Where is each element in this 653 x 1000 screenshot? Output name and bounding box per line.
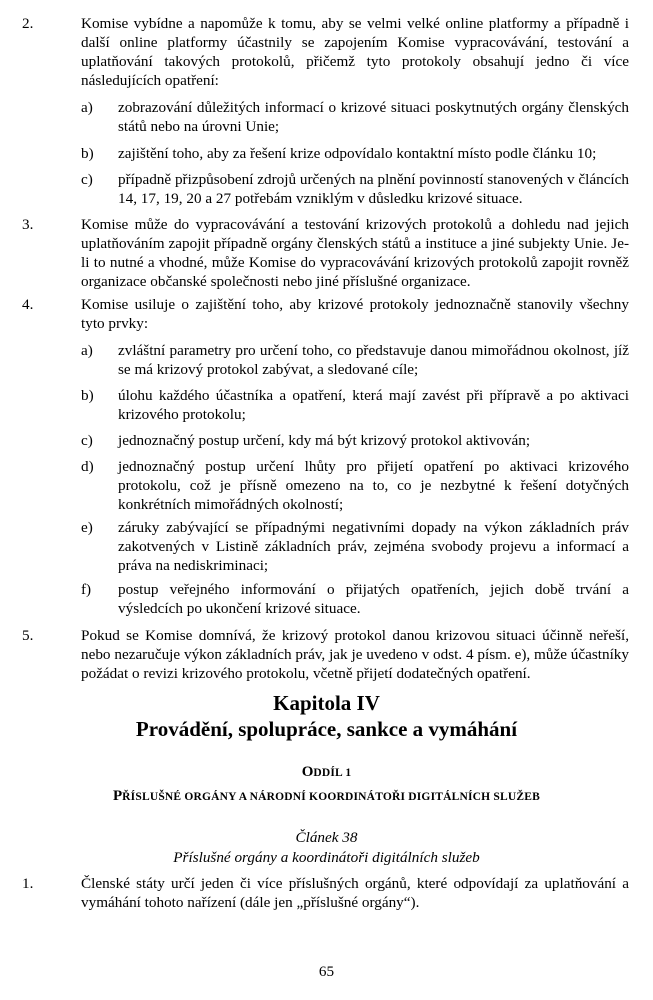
list-item-letter: e) (81, 519, 93, 536)
paragraph-3 (22, 215, 629, 291)
list-item-letter: b) (81, 145, 94, 162)
paragraph-number: 1. (22, 875, 34, 892)
list-item (81, 170, 629, 208)
chapter-subtitle: Provádění, spolupráce, sankce a vymáhání (135, 717, 518, 741)
article-paragraph-1 (22, 874, 629, 912)
section-subtitle-rest: ŘÍSLUŠNÉ ORGÁNY A NÁRODNÍ KOORDINÁTOŘI DIGITÁLNÍCH SLUŽEB (122, 791, 540, 803)
paragraph-number: 3. (22, 216, 34, 233)
paragraph-number: 2. (22, 15, 34, 32)
section-title (0, 760, 653, 784)
list-item-letter: c) (81, 171, 93, 188)
list-item-letter: b) (81, 387, 94, 404)
list-item-letter: c) (81, 432, 93, 449)
paragraph-number: 4. (22, 296, 34, 313)
page-number: 65 (318, 963, 335, 980)
paragraph-number: 5. (22, 627, 34, 644)
paragraph-text: Komise usiluje o zajištění toho, aby krizové protokoly jednoznačně stanovily všechny tyto prvky: (81, 296, 629, 332)
list-item (81, 144, 629, 163)
list-item-text: zvláštní parametry pro určení toho, co představuje danou mimořádnou okolnost, jíž se má krizový protokol zabývat, a sledované cíle; (118, 342, 629, 378)
chapter-title: Kapitola IV (273, 691, 380, 715)
list-item (81, 457, 629, 514)
section-title-initial: O (301, 764, 314, 780)
article-subtitle: Příslušné orgány a koordinátoři digitálních služeb (173, 849, 480, 866)
article-title: Článek 38 (295, 829, 358, 846)
list-item (81, 580, 629, 618)
list-item-letter: f) (81, 581, 92, 598)
list-item (81, 386, 629, 424)
list-item-letter: d) (81, 458, 94, 475)
paragraph-text: Komise vybídne a napomůže k tomu, aby se velmi velké online platformy a případně i další online platformy účastnily se zapojením Komise vypracovávání, testování a uplatňování takových protokolů, přičemž tyto protokoly obsahují jedno či více následujících opatření: (81, 15, 629, 89)
section-title-rest: DDÍL 1 (313, 767, 352, 779)
list-item-text: zobrazování důležitých informací o krizové situaci poskytnutých orgány členských států nebo na úrovni Unie; (118, 99, 629, 135)
paragraph-5 (22, 626, 629, 683)
list-item-text: jednoznačný postup určení, kdy má být krizový protokol aktivován; (118, 432, 531, 449)
list-item (81, 98, 629, 136)
paragraph-4 (22, 295, 629, 333)
section-subtitle-initial: P (113, 788, 123, 804)
list-item-text: postup veřejného informování o přijatých opatřeních, jejich době trvání a výsledcích po ukončení krizové situace. (118, 581, 629, 617)
paragraph-text: Pokud se Komise domnívá, že krizový protokol danou krizovou situaci účinně neřeší, nebo nezaručuje výkon základních práv, jak je uvedeno v odst. 4 písm. e), může účastníky požádat o revizi krizového protokolu, včetně přijetí dodatečných opatření. (81, 627, 629, 682)
list-item-letter: a) (81, 99, 93, 116)
list-item (81, 518, 629, 575)
section-subtitle (0, 784, 653, 808)
list-item (81, 431, 629, 450)
list-item-text: úlohu každého účastníka a opatření, která mají zavést při přípravě a po aktivaci krizového protokolu; (118, 387, 629, 423)
paragraph-text: Komise může do vypracovávání a testování krizových protokolů a dohledu nad jejich uplatňováním zapojit případně orgány členských států a instituce a jiné subjekty Unie. Je-li to nutné a vhodné, může Komise do vypracovávání krizových protokolů zapojit rovněž organizace občanské společnosti nebo jiné příslušné organizace. (81, 216, 629, 290)
list-item-text: záruky zabývající se případnými negativními dopady na výkon základních práv zakotvených v Listině základních práv, zejména svobody projevu a informací a práva na nediskriminaci; (118, 519, 629, 574)
list-item-text: případně přizpůsobení zdrojů určených na plnění povinností stanovených v článcích 14, 17, 19, 20 a 27 potřebám vzniklým v důsledku krizové situace. (118, 171, 629, 207)
list-item-letter: a) (81, 342, 93, 359)
paragraph-2 (22, 14, 629, 90)
list-item (81, 341, 629, 379)
list-item-text: jednoznačný postup určení lhůty pro přijetí opatření po aktivaci krizového protokolu, což je přísně omezeno na to, co je nezbytné k řešení dotyčných konkrétních mimořádných okolností; (118, 458, 629, 513)
list-item-text: zajištění toho, aby za řešení krize odpovídalo kontaktní místo podle článku 10; (118, 145, 597, 162)
paragraph-text: Členské státy určí jeden či více příslušných orgánů, které odpovídají za uplatňování a vymáhání tohoto nařízení (dále jen „příslušné orgány“). (81, 875, 629, 911)
